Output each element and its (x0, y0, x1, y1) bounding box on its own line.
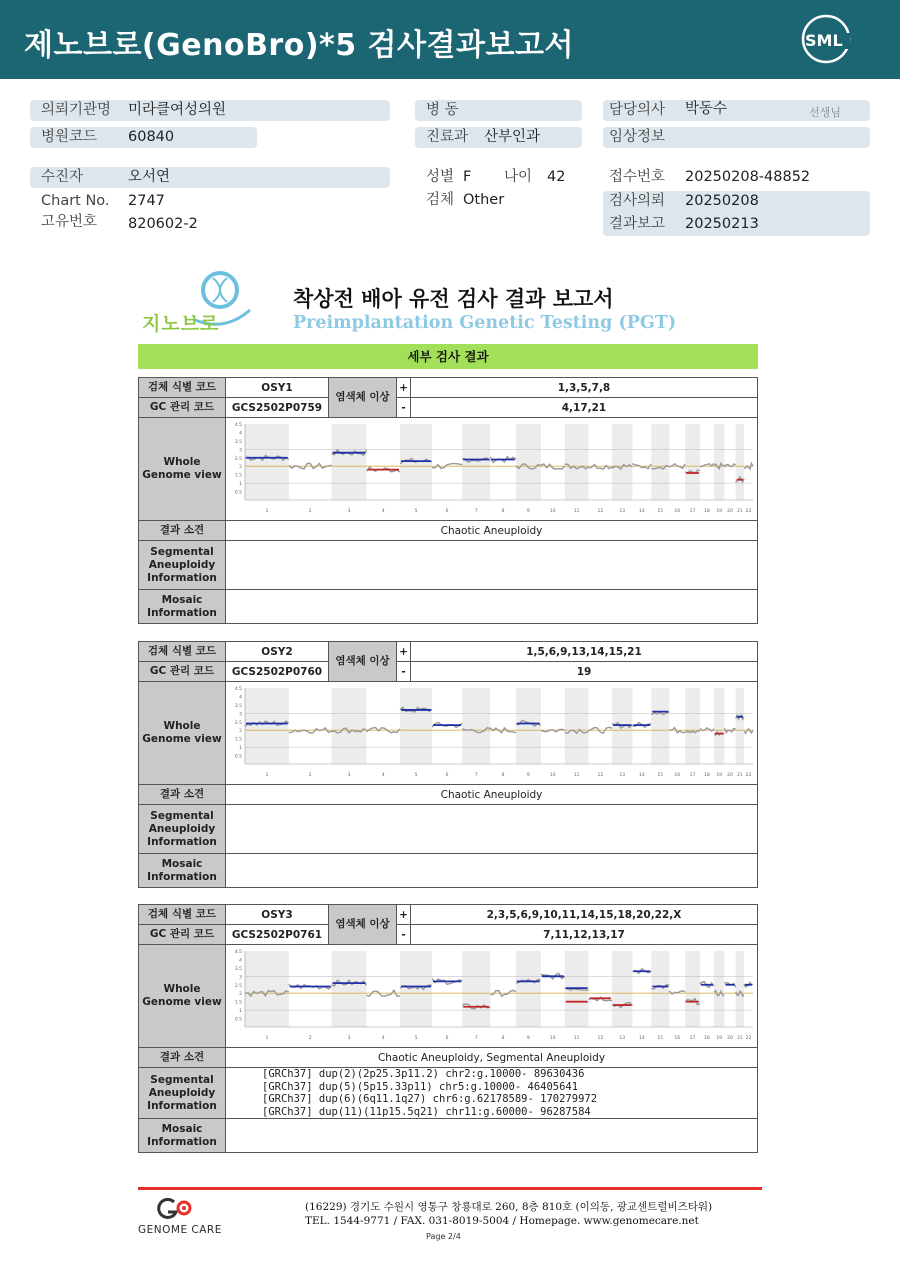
y-tick-label: 3 (238, 975, 242, 981)
y-tick-label: 1.5 (234, 473, 242, 479)
mosaic-value (226, 1119, 758, 1153)
receipt-value: 20250208-48852 (685, 169, 811, 185)
chromosome-band (245, 951, 289, 1027)
id-value: 820602-2 (128, 216, 198, 232)
gain-chromosomes: 1,5,6,9,13,14,15,21 (411, 642, 758, 662)
copy-number-trace (588, 465, 612, 470)
dept-value: 산부인과 (484, 129, 541, 145)
genome-care-logo-text: GENOME CARE (138, 1224, 222, 1236)
x-tick-label: 12 (596, 1036, 603, 1041)
segmental-line: [GRCh37] dup(5)(5p15.33p11) chr5:g.10000- 46405641 (262, 1080, 579, 1093)
gain-sign: + (397, 378, 411, 398)
x-tick-label: 17 (689, 773, 695, 778)
y-tick-label: 3 (238, 448, 242, 454)
loss-chromosomes: 19 (411, 662, 758, 682)
x-tick-label: 16 (673, 509, 680, 514)
x-tick-label: 15 (656, 509, 663, 514)
y-tick-label: 2.5 (234, 720, 242, 726)
loss-chromosomes: 7,11,12,13,17 (411, 925, 758, 945)
x-tick-label: 6 (445, 1036, 449, 1041)
x-tick-label: 1 (264, 773, 268, 778)
y-tick-label: 0.5 (234, 1017, 242, 1023)
x-tick-label: 20 (726, 1036, 733, 1041)
whole-genome-label: Whole Genome view (139, 418, 226, 521)
loss-sign: - (397, 398, 411, 418)
loss-chromosomes: 4,17,21 (411, 398, 758, 418)
segmental-label: Segmental Aneuploidy Information (139, 805, 226, 854)
patient-label: 수진자 (41, 169, 84, 185)
y-tick-label: 0.5 (234, 490, 242, 496)
x-tick-label: 21 (736, 773, 743, 778)
y-tick-label: 3 (238, 712, 242, 718)
x-tick-label: 15 (656, 773, 663, 778)
gc-code-label: GC 관리 코드 (139, 925, 226, 945)
x-tick-label: 8 (501, 509, 504, 514)
doctor-suffix: 선생님 (809, 106, 841, 119)
specimen-label: 검체 (426, 192, 455, 208)
chromosome-band (400, 688, 432, 764)
chromosome-band (685, 951, 700, 1027)
request-value: 20250208 (685, 193, 759, 209)
y-tick-label: 4 (238, 958, 242, 964)
x-tick-label: 1 (264, 509, 268, 514)
institution-value: 미라클여성의원 (128, 102, 227, 118)
report-title-english: Preimplantation Genetic Testing (PGT) (293, 313, 677, 333)
x-tick-label: 22 (745, 773, 751, 778)
x-tick-label: 2 (308, 1036, 312, 1041)
y-tick-label: 4 (238, 695, 242, 701)
y-tick-label: 2.5 (234, 983, 242, 989)
finding-label: 결과 소견 (139, 1048, 226, 1068)
whole-genome-label: Whole Genome view (139, 945, 226, 1048)
y-tick-label: 0.5 (234, 754, 242, 760)
loss-sign: - (397, 662, 411, 682)
chromosome-band (564, 424, 588, 500)
chromosome-band (462, 424, 490, 500)
x-tick-label: 6 (445, 509, 449, 514)
y-tick-label: 3.5 (234, 966, 242, 972)
y-tick-label: 1 (238, 482, 242, 488)
segmental-value (226, 805, 758, 854)
x-tick-label: 13 (618, 1036, 625, 1041)
x-tick-label: 3 (347, 1036, 350, 1041)
y-tick-label: 2 (238, 465, 242, 471)
chromosome-band (515, 688, 540, 764)
x-tick-label: 19 (715, 773, 722, 778)
mosaic-label: Mosaic Information (139, 1119, 226, 1153)
mosaic-label: Mosaic Information (139, 854, 226, 888)
x-tick-label: 3 (347, 773, 350, 778)
age-value: 42 (547, 169, 566, 185)
abnormal-label: 염색체 이상 (329, 905, 397, 945)
y-tick-label: 2 (238, 729, 242, 735)
x-tick-label: 2 (308, 773, 312, 778)
x-tick-label: 2 (308, 509, 312, 514)
x-tick-label: 16 (673, 773, 680, 778)
id-label: 고유번호 (41, 214, 98, 230)
y-tick-label: 1 (238, 1009, 242, 1015)
y-tick-label: 2 (238, 992, 242, 998)
whole-genome-chart (227, 945, 757, 1044)
chromosome-band (713, 688, 723, 764)
footer-address: (16229) 경기도 수원시 영통구 창룡대로 260, 8층 810호 (이의동, 광교센트럴비즈타워) (305, 1201, 713, 1213)
specimen-value: Other (463, 192, 505, 208)
sample-code-label: 검체 식별 코드 (139, 905, 226, 925)
x-tick-label: 5 (414, 509, 417, 514)
page-number: Page 2/4 (426, 1232, 461, 1241)
genome-care-logo-icon (148, 1198, 208, 1222)
sex-label: 성별 (426, 169, 455, 185)
chromosome-band (331, 424, 366, 500)
x-tick-label: 14 (638, 773, 645, 778)
segmental-line: [GRCh37] dup(11)(11p15.5q21) chr11:g.60000- 96287584 (262, 1105, 591, 1118)
x-tick-label: 10 (549, 1036, 556, 1041)
y-tick-label: 4.5 (234, 687, 242, 692)
x-tick-label: 20 (726, 509, 733, 514)
x-tick-label: 15 (656, 1036, 663, 1041)
sample-code-value: OSY2 (226, 642, 329, 662)
report-header-title: 제노브로(GenoBro)*5 검사결과보고서 (24, 28, 574, 63)
clinical-label: 임상정보 (609, 129, 666, 145)
x-tick-label: 18 (703, 773, 710, 778)
chromosome-band (713, 951, 723, 1027)
report-date-label: 결과보고 (609, 216, 666, 232)
gc-code-label: GC 관리 코드 (139, 662, 226, 682)
x-tick-label: 4 (381, 1036, 385, 1041)
footer-divider (138, 1187, 762, 1190)
abnormal-label: 염색체 이상 (329, 642, 397, 682)
segmental-line: [GRCh37] dup(6)(6q11.1q27) chr6:g.62178589- 170279972 (262, 1093, 598, 1105)
chromosome-band (245, 424, 289, 500)
x-tick-label: 10 (549, 773, 556, 778)
institution-label: 의뢰기관명 (41, 102, 112, 118)
chromosome-band (564, 688, 588, 764)
ward-label: 병 동 (426, 102, 459, 118)
gain-sign: + (397, 905, 411, 925)
request-label: 검사의뢰 (609, 193, 666, 209)
sml-logo-icon (800, 13, 852, 65)
chromosome-band (685, 688, 700, 764)
y-tick-label: 3.5 (234, 703, 242, 709)
x-tick-label: 8 (501, 773, 504, 778)
chromosome-band (515, 951, 540, 1027)
abnormal-label: 염색체 이상 (329, 378, 397, 418)
finding-value: Chaotic Aneuploidy (226, 521, 758, 541)
patient-value: 오서연 (128, 169, 171, 185)
chromosome-band (331, 688, 366, 764)
x-tick-label: 17 (689, 1036, 695, 1041)
gc-code-value: GCS2502P0761 (226, 925, 329, 945)
y-tick-label: 1.5 (234, 737, 242, 743)
y-tick-label: 4.5 (234, 950, 242, 955)
hospital-code-value: 60840 (128, 129, 175, 145)
x-tick-label: 12 (596, 509, 603, 514)
footer-contact: TEL. 1544-9771 / FAX. 031-8019-5004 / Homepage. www.genomecare.net (305, 1215, 699, 1227)
chart-label: Chart No. (41, 193, 110, 209)
x-tick-label: 19 (715, 509, 722, 514)
report-title-korean: 착상전 배아 유전 검사 결과 보고서 (293, 287, 614, 311)
doctor-label: 담당의사 (609, 102, 666, 118)
chromosome-band (735, 688, 743, 764)
result-table-1 (138, 377, 758, 624)
y-tick-label: 1.5 (234, 1000, 242, 1006)
x-tick-label: 16 (673, 1036, 680, 1041)
receipt-label: 접수번호 (609, 169, 666, 185)
x-tick-label: 22 (745, 1036, 751, 1041)
x-tick-label: 22 (745, 509, 751, 514)
gc-code-value: GCS2502P0759 (226, 398, 329, 418)
y-tick-label: 4 (238, 431, 242, 437)
loss-sign: - (397, 925, 411, 945)
x-tick-label: 4 (381, 509, 385, 514)
result-table-2 (138, 641, 758, 888)
x-tick-label: 11 (573, 1036, 580, 1041)
x-tick-label: 11 (573, 773, 580, 778)
gain-chromosomes: 2,3,5,6,9,10,11,14,15,18,20,22,X (411, 905, 758, 925)
mosaic-label: Mosaic Information (139, 590, 226, 624)
dept-label: 진료과 (426, 129, 469, 145)
chromosome-band (331, 951, 366, 1027)
x-tick-label: 21 (736, 1036, 743, 1041)
chromosome-band (685, 424, 700, 500)
gain-chromosomes: 1,3,5,7,8 (411, 378, 758, 398)
chart-value: 2747 (128, 193, 165, 209)
mosaic-value (226, 590, 758, 624)
x-tick-label: 19 (715, 1036, 722, 1041)
gain-sign: + (397, 642, 411, 662)
segmental-label: Segmental Aneuploidy Information (139, 1068, 226, 1119)
y-tick-label: 3.5 (234, 439, 242, 445)
patient-row-bg (30, 167, 390, 188)
segmental-label: Segmental Aneuploidy Information (139, 541, 226, 590)
chromosome-band (612, 424, 632, 500)
x-tick-label: 9 (526, 773, 530, 778)
sample-code-value: OSY3 (226, 905, 329, 925)
whole-genome-chart (227, 418, 757, 517)
hospital-code-label: 병원코드 (41, 129, 98, 145)
x-tick-label: 17 (689, 509, 695, 514)
x-tick-label: 5 (414, 773, 417, 778)
chromosome-band (462, 688, 490, 764)
y-tick-label: 2.5 (234, 456, 242, 462)
x-tick-label: 7 (474, 1036, 478, 1041)
x-tick-label: 18 (703, 509, 710, 514)
chromosome-band (612, 951, 632, 1027)
report-date-value: 20250213 (685, 216, 759, 232)
finding-value: Chaotic Aneuploidy, Segmental Aneuploidy (226, 1048, 758, 1068)
gc-code-label: GC 관리 코드 (139, 398, 226, 418)
x-tick-label: 12 (596, 773, 603, 778)
age-label: 나이 (504, 169, 533, 185)
chromosome-band (515, 424, 540, 500)
x-tick-label: 9 (526, 1036, 530, 1041)
chromosome-band (735, 424, 743, 500)
mosaic-value (226, 854, 758, 888)
x-tick-label: 3 (347, 509, 350, 514)
x-tick-label: 8 (501, 1036, 504, 1041)
x-tick-label: 18 (703, 1036, 710, 1041)
sample-code-label: 검체 식별 코드 (139, 378, 226, 398)
gc-code-value: GCS2502P0760 (226, 662, 329, 682)
doctor-value: 박동수 (685, 101, 728, 117)
x-tick-label: 21 (736, 509, 743, 514)
chromosome-band (462, 951, 490, 1027)
segmental-value (226, 1068, 758, 1119)
finding-label: 결과 소견 (139, 521, 226, 541)
sample-code-value: OSY1 (226, 378, 329, 398)
whole-genome-label: Whole Genome view (139, 682, 226, 785)
x-tick-label: 5 (414, 1036, 417, 1041)
chromosome-band (651, 424, 669, 500)
x-tick-label: 6 (445, 773, 449, 778)
finding-value: Chaotic Aneuploidy (226, 785, 758, 805)
footer-address-block (305, 1200, 712, 1228)
x-tick-label: 14 (638, 509, 645, 514)
x-tick-label: 20 (726, 773, 733, 778)
y-tick-label: 4.5 (234, 423, 242, 428)
report-header (0, 0, 900, 79)
chromosome-band (651, 688, 669, 764)
segmental-value (226, 541, 758, 590)
whole-genome-chart (227, 682, 757, 781)
genobro-logo-text: 지노브로 (142, 313, 220, 335)
y-tick-label: 1 (238, 746, 242, 752)
result-table-3 (138, 904, 758, 1153)
x-tick-label: 11 (573, 509, 580, 514)
x-tick-label: 10 (549, 509, 556, 514)
x-tick-label: 13 (618, 773, 625, 778)
copy-number-trace (744, 729, 753, 733)
x-tick-label: 13 (618, 509, 625, 514)
x-tick-label: 9 (526, 509, 530, 514)
x-tick-label: 4 (381, 773, 385, 778)
chromosome-band (245, 688, 289, 764)
x-tick-label: 1 (264, 1036, 268, 1041)
sample-code-label: 검체 식별 코드 (139, 642, 226, 662)
section-title: 세부 검사 결과 (138, 344, 758, 369)
x-tick-label: 14 (638, 1036, 645, 1041)
x-tick-label: 7 (474, 773, 478, 778)
chromosome-band (713, 424, 723, 500)
segmental-line: [GRCh37] dup(2)(2p25.3p11.2) chr2:g.10000- 89630436 (262, 1068, 585, 1080)
chromosome-band (735, 951, 743, 1027)
finding-label: 결과 소견 (139, 785, 226, 805)
sml-logo-text: SML (805, 31, 843, 50)
chromosome-band (400, 951, 432, 1027)
x-tick-label: 7 (474, 509, 478, 514)
sex-value: F (463, 169, 472, 185)
